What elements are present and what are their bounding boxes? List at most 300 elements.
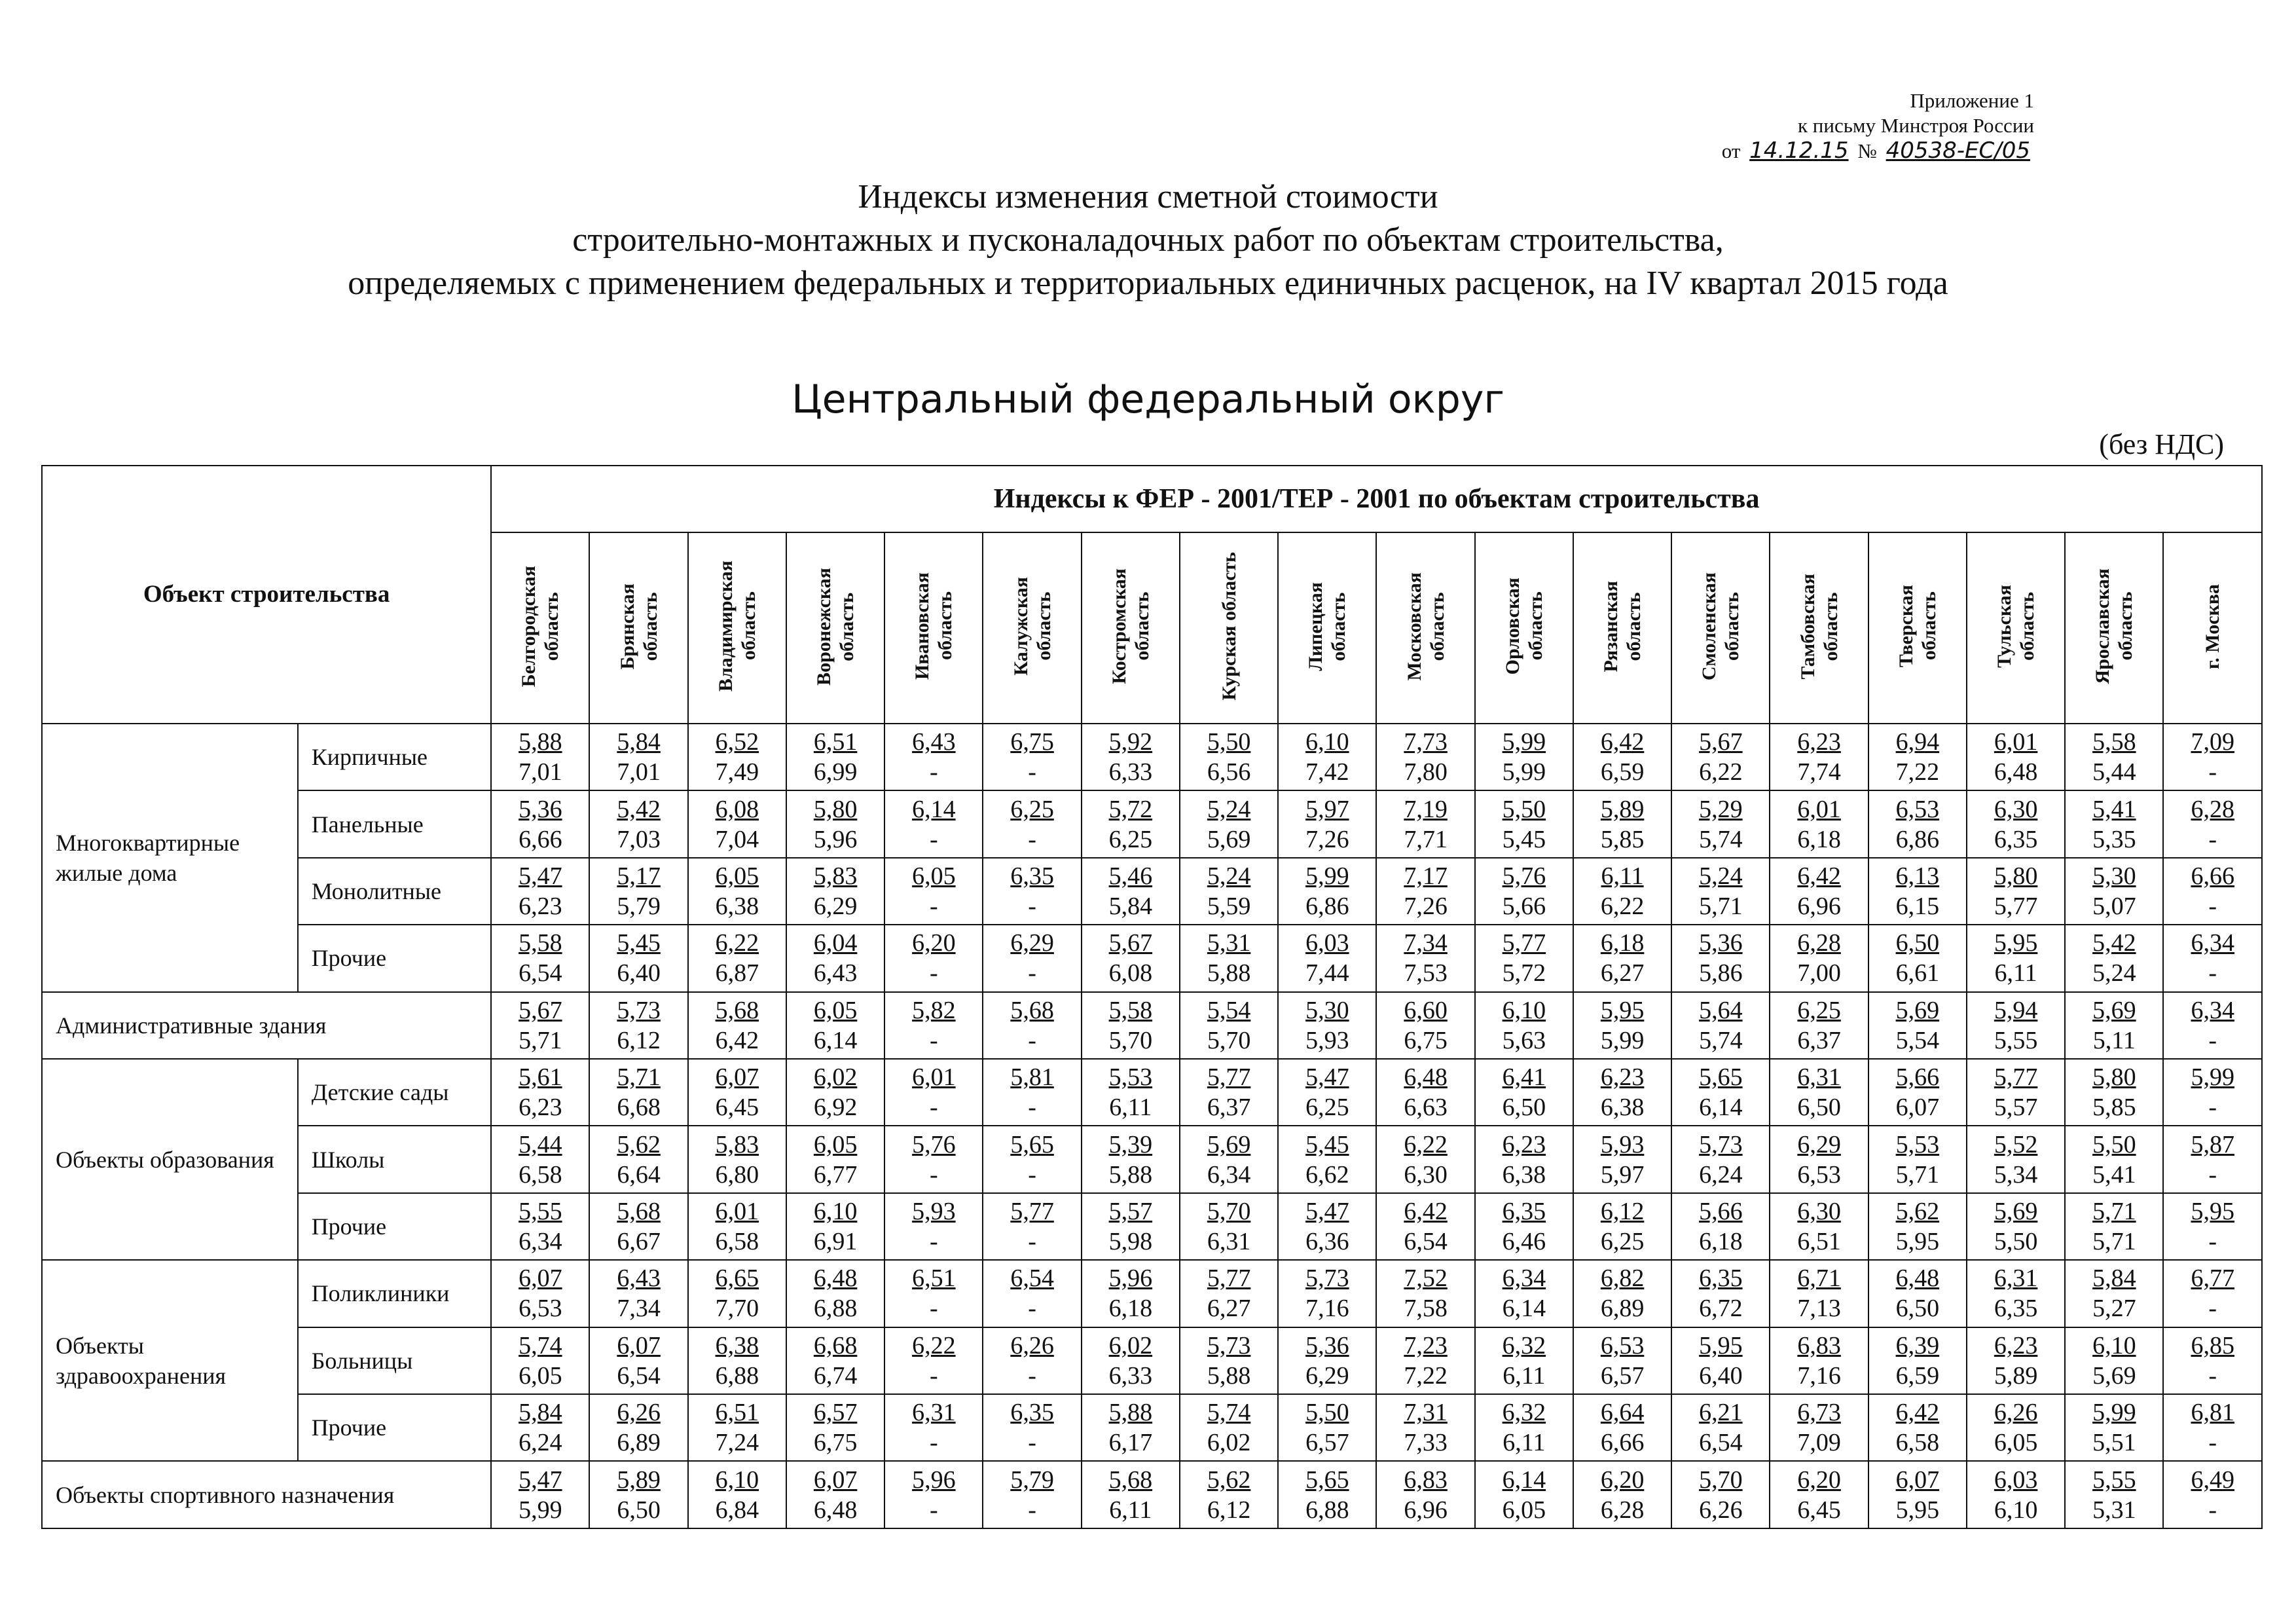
ter-index: 6,14 [813, 1026, 858, 1054]
ter-index: 6,40 [1699, 1361, 1743, 1390]
index-cell [1770, 858, 1868, 925]
fer-index: 6,07 [715, 1063, 759, 1092]
ter-index: 6,18 [1108, 1295, 1153, 1323]
index-cell [2065, 858, 2163, 925]
subcategory-cell: Прочие [298, 1193, 492, 1260]
ter-index: 6,88 [813, 1295, 858, 1323]
fer-index: 5,79 [1010, 1466, 1054, 1494]
ter-index: 6,38 [1502, 1160, 1546, 1189]
fer-index: 6,26 [617, 1399, 661, 1427]
ter-index: 5,24 [2092, 959, 2136, 987]
index-cell [491, 992, 589, 1059]
index-cell [688, 1126, 786, 1192]
fer-index: 6,07 [519, 1264, 562, 1293]
ter-index: 5,71 [519, 1026, 562, 1054]
index-cell [1967, 1394, 2065, 1461]
ter-index: 6,80 [715, 1160, 759, 1189]
index-cell [1671, 1327, 1770, 1394]
fer-index: 5,74 [519, 1331, 562, 1359]
region-header [1770, 532, 1868, 724]
index-cell [1868, 790, 1967, 857]
ter-index: 6,43 [813, 959, 858, 987]
fer-index: 5,45 [617, 929, 661, 957]
fer-index: 5,73 [1207, 1331, 1251, 1359]
region-header [1376, 532, 1474, 724]
ter-index: 6,31 [1207, 1228, 1251, 1256]
index-cell [1770, 992, 1868, 1059]
fer-index: 5,24 [1207, 862, 1251, 891]
index-cell [884, 1260, 983, 1327]
ter-index: 6,15 [1895, 893, 1940, 921]
region-label: Тульская область [1994, 585, 2039, 668]
fer-index: 6,34 [1502, 1264, 1546, 1293]
index-cell [1573, 992, 1671, 1059]
fer-index: 5,84 [519, 1399, 562, 1427]
ter-index: 6,53 [1797, 1160, 1841, 1189]
ter-index: 6,11 [1109, 1496, 1152, 1524]
annex-block [1576, 88, 2034, 164]
ter-index: - [1028, 1295, 1036, 1323]
fer-index: 7,73 [1404, 728, 1448, 756]
ter-index: - [1028, 1026, 1036, 1054]
fer-index: 6,14 [912, 795, 956, 823]
ter-index: - [930, 825, 938, 853]
fer-index: 5,61 [519, 1063, 562, 1092]
fer-index: 6,65 [715, 1264, 759, 1293]
ter-index: 7,01 [519, 758, 562, 786]
ter-index: - [2208, 1429, 2217, 1457]
ter-index: - [2208, 1228, 2217, 1256]
fer-index: 5,87 [2191, 1130, 2234, 1158]
fer-index: 6,50 [1895, 929, 1940, 957]
region-header [589, 532, 687, 724]
index-cell [983, 790, 1081, 857]
ter-index: 6,37 [1207, 1094, 1251, 1122]
ter-index: 5,55 [1994, 1026, 2038, 1054]
index-cell [786, 790, 884, 857]
fer-index: 6,28 [1797, 929, 1841, 957]
ter-index: 6,38 [715, 893, 759, 921]
fer-index: 6,35 [1010, 1399, 1054, 1427]
ter-index: 6,02 [1207, 1429, 1251, 1457]
index-cell [1868, 1461, 1967, 1528]
ter-index: 6,88 [715, 1361, 759, 1390]
fer-index: 6,42 [1797, 862, 1841, 891]
fer-index: 6,28 [2191, 795, 2234, 823]
fer-index: 5,80 [1994, 862, 2038, 891]
ter-index: - [1028, 893, 1036, 921]
fer-index: 5,31 [1207, 929, 1251, 957]
ter-index: 6,86 [1305, 893, 1349, 921]
ter-index: 6,89 [617, 1429, 661, 1457]
index-cell [1868, 858, 1967, 925]
index-cell [1770, 1193, 1868, 1260]
fer-index: 6,07 [813, 1466, 858, 1494]
fer-index: 6,42 [1895, 1399, 1940, 1427]
fer-index: 6,83 [1797, 1331, 1841, 1359]
index-cell [688, 790, 786, 857]
region-header [1475, 532, 1573, 724]
fer-index: 5,94 [1994, 996, 2038, 1024]
table-row [42, 1461, 2262, 1528]
region-label: Тверская область [1895, 585, 1940, 668]
index-cell [1671, 1394, 1770, 1461]
ter-index: - [1028, 1160, 1036, 1189]
ter-index: 5,95 [1895, 1228, 1940, 1256]
index-cell [491, 858, 589, 925]
category-cell: Объекты образования [42, 1059, 298, 1260]
ter-index: 5,99 [1502, 758, 1546, 786]
table-row [42, 1059, 2262, 1126]
ter-index: 5,66 [1502, 893, 1546, 921]
fer-index: 6,30 [1797, 1198, 1841, 1226]
index-cell [491, 1394, 589, 1461]
ter-index: - [1028, 825, 1036, 853]
index-cell [1967, 1126, 2065, 1192]
ter-index: 6,58 [1895, 1429, 1940, 1457]
ter-index: 6,11 [1503, 1361, 1546, 1390]
ter-index: 5,97 [1600, 1160, 1645, 1189]
index-cell [786, 858, 884, 925]
fer-index: 6,81 [2191, 1399, 2234, 1427]
region-label: Липецкая область [1305, 581, 1350, 671]
title-line2: строительно-монтажных и пусконаладочных работ по объектам строительства, [572, 221, 1724, 259]
ter-index: 5,69 [2092, 1361, 2136, 1390]
ter-index: 6,35 [1994, 825, 2038, 853]
ter-index: 6,57 [1305, 1429, 1349, 1457]
ter-index: 6,24 [1699, 1160, 1743, 1189]
fer-index: 5,53 [1895, 1130, 1940, 1158]
ter-index: 6,68 [617, 1094, 661, 1122]
index-cell [1770, 1260, 1868, 1327]
ter-index: 6,05 [1502, 1496, 1546, 1524]
ter-index: 6,48 [1994, 758, 2038, 786]
ter-index: 6,35 [1994, 1295, 2038, 1323]
ter-index: 6,86 [1895, 825, 1940, 853]
ter-index: 7,33 [1404, 1429, 1448, 1457]
index-cell [2163, 1461, 2262, 1528]
fer-index: 6,14 [1502, 1466, 1546, 1494]
index-cell [2065, 1059, 2163, 1126]
index-cell [688, 1461, 786, 1528]
index-cell [1770, 925, 1868, 991]
ter-index: 5,59 [1207, 893, 1251, 921]
annex-line2: к письму Минстроя России [1797, 114, 2034, 137]
document-title [0, 175, 2296, 305]
ter-index: 6,67 [617, 1228, 661, 1256]
fer-index: 6,23 [1502, 1130, 1546, 1158]
table-row [42, 1260, 2262, 1327]
ter-index: 6,14 [1502, 1295, 1546, 1323]
index-cell [1671, 1260, 1770, 1327]
ter-index: 5,71 [2092, 1228, 2136, 1256]
fer-index: 6,08 [715, 795, 759, 823]
ter-index: 5,79 [617, 893, 661, 921]
ter-index: 6,58 [519, 1160, 562, 1189]
fer-index: 6,57 [813, 1399, 858, 1427]
fer-index: 6,07 [1895, 1466, 1940, 1494]
fer-index: 5,95 [1600, 996, 1645, 1024]
index-cell [1180, 1461, 1278, 1528]
fer-index: 6,01 [1797, 795, 1841, 823]
fer-index: 5,55 [519, 1198, 562, 1226]
fer-index: 6,01 [1994, 728, 2038, 756]
fer-index: 6,22 [715, 929, 759, 957]
index-cell [1671, 1461, 1770, 1528]
index-cell [2065, 724, 2163, 790]
index-cell [1967, 724, 2065, 790]
ter-index: 6,27 [1600, 959, 1645, 987]
fer-index: 5,36 [1699, 929, 1743, 957]
index-cell [1770, 1059, 1868, 1126]
index-cell [688, 1327, 786, 1394]
index-cell [786, 925, 884, 991]
index-cell [1180, 790, 1278, 857]
ter-index: - [930, 959, 938, 987]
index-cell [1180, 925, 1278, 991]
fer-index: 6,32 [1502, 1399, 1546, 1427]
ter-index: 6,29 [1305, 1361, 1349, 1390]
table-row [42, 858, 2262, 925]
fer-index: 5,50 [1207, 728, 1251, 756]
fer-index: 6,18 [1600, 929, 1645, 957]
index-cell [1573, 1126, 1671, 1192]
category-cell: Многоквартирные жилые дома [42, 724, 298, 992]
fer-index: 6,02 [813, 1063, 858, 1092]
index-cell [786, 1126, 884, 1192]
region-label: Костромская область [1108, 568, 1153, 684]
ter-index: 5,96 [813, 825, 858, 853]
fer-index: 6,34 [2191, 929, 2234, 957]
object-header: Объект строительства [42, 466, 491, 724]
ter-index: 5,85 [2092, 1094, 2136, 1122]
index-cell [1278, 1059, 1376, 1126]
index-cell [983, 1327, 1081, 1394]
ter-index: 6,23 [519, 1094, 562, 1122]
ter-index: 5,07 [2092, 893, 2136, 921]
fer-index: 7,34 [1404, 929, 1448, 957]
ter-index: 7,04 [715, 825, 759, 853]
index-cell [1671, 992, 1770, 1059]
fer-index: 6,83 [1404, 1466, 1448, 1494]
fer-index: 5,39 [1108, 1130, 1153, 1158]
ter-index: - [1028, 758, 1036, 786]
fer-index: 6,32 [1502, 1331, 1546, 1359]
fer-index: 5,88 [1108, 1399, 1153, 1427]
fer-index: 5,96 [1108, 1264, 1153, 1293]
index-cell [983, 992, 1081, 1059]
ter-index: - [2208, 1361, 2217, 1390]
ter-index: 7,71 [1404, 825, 1448, 853]
index-cell [884, 724, 983, 790]
ter-index: 6,29 [813, 893, 858, 921]
fer-index: 5,95 [1699, 1331, 1743, 1359]
index-cell [589, 1461, 687, 1528]
fer-index: 6,39 [1895, 1331, 1940, 1359]
index-cell [1376, 858, 1474, 925]
fer-index: 5,89 [1600, 795, 1645, 823]
ter-index: - [2208, 959, 2217, 987]
index-cell [1573, 1193, 1671, 1260]
table-row [42, 1394, 2262, 1461]
ter-index: 5,31 [2092, 1496, 2136, 1524]
annex-from-label: от [1721, 139, 1741, 162]
fer-index: 5,69 [1994, 1198, 2038, 1226]
ter-index: - [1028, 1094, 1036, 1122]
index-cell [1475, 790, 1573, 857]
fer-index: 5,58 [2092, 728, 2136, 756]
fer-index: 6,85 [2191, 1331, 2234, 1359]
table-row [42, 790, 2262, 857]
index-cell [1573, 858, 1671, 925]
ter-index: 6,27 [1207, 1295, 1251, 1323]
ter-index: 6,64 [617, 1160, 661, 1189]
region-header [1868, 532, 1967, 724]
ter-index: 6,66 [1600, 1429, 1645, 1457]
fer-index: 5,93 [1600, 1130, 1645, 1158]
index-cell [1868, 1394, 1967, 1461]
fer-index: 5,30 [1305, 996, 1349, 1024]
ter-index: 5,34 [1994, 1160, 2038, 1189]
index-cell [491, 724, 589, 790]
index-cell [1180, 1059, 1278, 1126]
fer-index: 5,95 [2191, 1198, 2234, 1226]
index-cell [491, 1260, 589, 1327]
ter-index: 6,10 [1994, 1496, 2038, 1524]
fer-index: 5,66 [1895, 1063, 1940, 1092]
index-cell [884, 1327, 983, 1394]
fer-index: 5,80 [813, 795, 858, 823]
index-cell [2163, 1327, 2262, 1394]
fer-index: 5,62 [1895, 1198, 1940, 1226]
region-label: г. Москва [2202, 583, 2224, 669]
fer-index: 5,69 [2092, 996, 2136, 1024]
ter-index: 6,34 [519, 1228, 562, 1256]
ter-index: 6,28 [1600, 1496, 1645, 1524]
fer-index: 6,10 [2092, 1331, 2136, 1359]
index-cell [1180, 724, 1278, 790]
fer-index: 6,20 [912, 929, 956, 957]
ter-index: 6,12 [1207, 1496, 1251, 1524]
fer-index: 6,21 [1699, 1399, 1743, 1427]
ter-index: 7,42 [1305, 758, 1349, 786]
ter-index: 7,49 [715, 758, 759, 786]
title-line1: Индексы изменения сметной стоимости [858, 178, 1438, 215]
region-header [1573, 532, 1671, 724]
index-cell [1573, 724, 1671, 790]
fer-index: 6,26 [1994, 1399, 2038, 1427]
region-header [983, 532, 1081, 724]
ter-index: 5,74 [1699, 1026, 1743, 1054]
ter-index: 5,70 [1108, 1026, 1153, 1054]
table-row [42, 1327, 2262, 1394]
fer-index: 6,82 [1600, 1264, 1645, 1293]
fer-index: 6,66 [2191, 862, 2234, 891]
index-cell [1082, 1260, 1180, 1327]
ter-index: 7,26 [1404, 893, 1448, 921]
fer-index: 5,83 [715, 1130, 759, 1158]
index-cell [1770, 1394, 1868, 1461]
index-cell [491, 790, 589, 857]
index-cell [983, 1260, 1081, 1327]
index-cell [1475, 724, 1573, 790]
index-cell [2163, 992, 2262, 1059]
index-cell [884, 1394, 983, 1461]
fer-index: 5,99 [1502, 728, 1546, 756]
fer-index: 6,31 [912, 1399, 956, 1427]
ter-index: 5,99 [1600, 1026, 1645, 1054]
fer-index: 5,47 [1305, 1198, 1349, 1226]
fer-index: 6,51 [813, 728, 858, 756]
index-cell [2163, 1394, 2262, 1461]
ter-index: 5,93 [1305, 1026, 1349, 1054]
index-cell [2163, 1059, 2262, 1126]
fer-index: 5,69 [1895, 996, 1940, 1024]
ter-index: - [1028, 1361, 1036, 1390]
ter-index: 5,44 [2092, 758, 2136, 786]
index-cell [1082, 1193, 1180, 1260]
ter-index: - [930, 1496, 938, 1524]
fer-index: 5,80 [2092, 1063, 2136, 1092]
fer-index: 6,01 [912, 1063, 956, 1092]
region-header [1671, 532, 1770, 724]
fer-index: 5,54 [1207, 996, 1251, 1024]
ter-index: 6,87 [715, 959, 759, 987]
ter-index: 5,69 [1207, 825, 1251, 853]
index-cell [1967, 1059, 2065, 1126]
ter-index: 5,27 [2092, 1295, 2136, 1323]
index-cell [983, 724, 1081, 790]
region-label: Курская область [1218, 552, 1240, 701]
fer-index: 7,17 [1404, 862, 1448, 891]
index-cell [1475, 1260, 1573, 1327]
fer-index: 6,01 [715, 1198, 759, 1226]
index-cell [983, 1126, 1081, 1192]
fer-index: 6,71 [1797, 1264, 1841, 1293]
index-cell [688, 1193, 786, 1260]
fer-index: 6,38 [715, 1331, 759, 1359]
ter-index: 6,50 [617, 1496, 661, 1524]
ter-index: - [1028, 1429, 1036, 1457]
ter-index: 6,50 [1895, 1295, 1940, 1323]
indices-header: Индексы к ФЕР - 2001/ТЕР - 2001 по объектам строительства [491, 466, 2262, 532]
index-cell [884, 992, 983, 1059]
index-cell [1376, 992, 1474, 1059]
ter-index: - [2208, 893, 2217, 921]
index-cell [491, 1193, 589, 1260]
fer-index: 7,31 [1404, 1399, 1448, 1427]
fer-index: 6,94 [1895, 728, 1940, 756]
fer-index: 6,48 [813, 1264, 858, 1293]
fer-index: 5,36 [1305, 1331, 1349, 1359]
region-header [2065, 532, 2163, 724]
index-cell [2163, 858, 2262, 925]
fer-index: 5,77 [1994, 1063, 2038, 1092]
index-cell [1868, 1327, 1967, 1394]
index-cell [589, 1394, 687, 1461]
ter-index: 5,86 [1699, 959, 1743, 987]
region-label: Орловская область [1501, 578, 1546, 675]
index-cell [2163, 1260, 2262, 1327]
index-cell [1967, 992, 2065, 1059]
ter-index: 5,88 [1108, 1160, 1153, 1189]
index-cell [1376, 1394, 1474, 1461]
fer-index: 5,77 [1502, 929, 1546, 957]
ter-index: - [2208, 1496, 2217, 1524]
fer-index: 5,42 [617, 795, 661, 823]
fer-index: 6,25 [1797, 996, 1841, 1024]
fer-index: 6,53 [1895, 795, 1940, 823]
